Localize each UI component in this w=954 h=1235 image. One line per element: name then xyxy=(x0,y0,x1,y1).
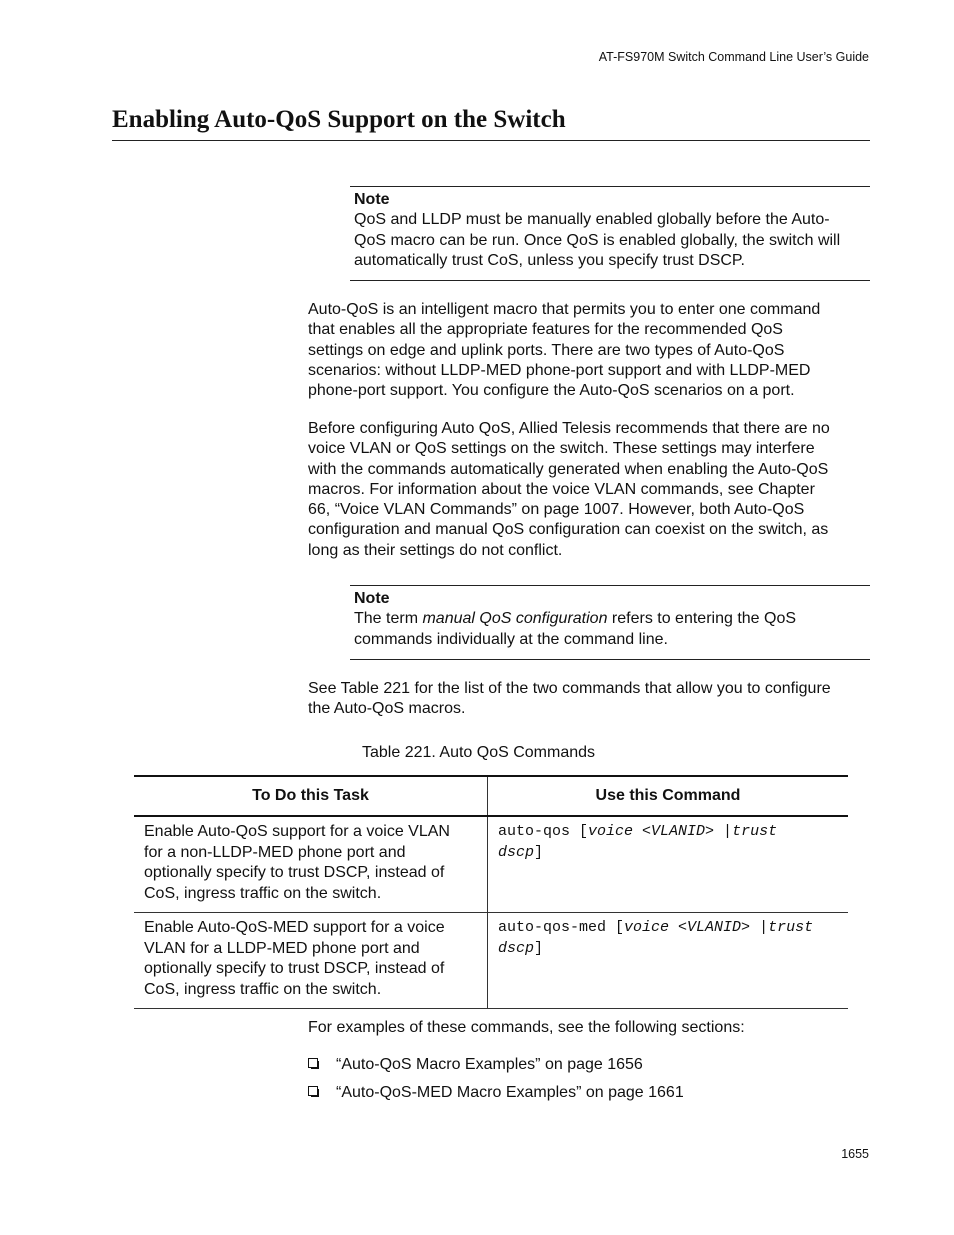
paragraph-line: that enables all the appropriate features for the recommended QoS xyxy=(308,321,783,339)
paragraph-before-configuring xyxy=(308,419,870,561)
table-caption: Table 221. Auto QoS Commands xyxy=(362,744,596,761)
paragraph-line: long as their settings do not conflict. xyxy=(308,541,563,559)
title-rule xyxy=(112,140,870,141)
note-text xyxy=(354,609,866,650)
column-header-task: To Do this Task xyxy=(134,776,488,816)
command-cell: auto-qos-med [voice <VLANID> |trust dscp] xyxy=(488,913,849,1009)
note-line: QoS and LLDP must be manually enabled globally before the Auto- xyxy=(354,211,830,228)
list-item[interactable] xyxy=(308,1084,684,1102)
column-header-command: Use this Command xyxy=(488,776,849,816)
task-cell: Enable Auto-QoS-MED support for a voice VLAN for a LLDP-MED phone port and optionally specify to trust DSCP, instead of CoS, ingress traffic on the switch. xyxy=(134,913,488,1009)
cross-reference-link[interactable]: “Auto-QoS Macro Examples” on page 1656 xyxy=(336,1056,643,1073)
paragraph-line: voice VLAN or QoS settings on the switch. These settings may interfere xyxy=(308,440,815,458)
note-line: QoS macro can be run. Once QoS is enabled globally, the switch will xyxy=(354,231,841,249)
paragraph-line: with the commands automatically generated when enabling the Auto-QoS xyxy=(308,460,829,478)
checkbox-bullet-icon xyxy=(308,1086,318,1096)
note-text xyxy=(354,210,866,272)
running-header: AT-FS970M Switch Command Line User’s Guide xyxy=(598,50,869,64)
note-line: commands individually at the command line. xyxy=(354,630,668,648)
section-title: Enabling Auto-QoS Support on the Switch xyxy=(112,106,566,133)
note-line: The term manual QoS configuration refers to entering the QoS xyxy=(354,610,797,627)
paragraph-line: phone-port support. You configure the Auto-QoS scenarios on a port. xyxy=(308,382,795,400)
table-row xyxy=(134,816,848,913)
auto-qos-commands-table xyxy=(134,775,848,1009)
page-number: 1655 xyxy=(841,1147,869,1161)
table-row xyxy=(134,913,848,1009)
cross-reference-link[interactable]: “Auto-QoS-MED Macro Examples” on page 1661 xyxy=(336,1084,684,1101)
list-item[interactable] xyxy=(308,1056,643,1074)
note-label: Note xyxy=(354,191,390,208)
paragraph-line: scenarios: without LLDP-MED phone-port support and with LLDP-MED xyxy=(308,361,811,379)
paragraph-line: settings on edge and uplink ports. There are two types of Auto-QoS xyxy=(308,341,785,359)
paragraph-see-table xyxy=(308,679,870,720)
paragraph-line: See Table 221 for the list of the two commands that allow you to configure xyxy=(308,680,831,697)
checkbox-bullet-icon xyxy=(308,1058,318,1068)
note-box-2 xyxy=(350,585,870,660)
note-box-1 xyxy=(350,186,870,281)
paragraph-intro xyxy=(308,300,870,401)
note-line: automatically trust CoS, unless you specify trust DSCP. xyxy=(354,252,745,269)
paragraph-line: configuration and manual QoS configuration can coexist on the switch, as xyxy=(308,521,829,539)
table-header-row xyxy=(134,776,848,816)
note-label: Note xyxy=(354,590,390,607)
paragraph-line: 66, “Voice VLAN Commands” on page 1007. However, both Auto-QoS xyxy=(308,501,805,519)
paragraph-line: Before configuring Auto QoS, Allied Telesis recommends that there are no xyxy=(308,420,830,437)
paragraph-line: Auto-QoS is an intelligent macro that permits you to enter one command xyxy=(308,301,821,318)
paragraph-line: the Auto-QoS macros. xyxy=(308,700,466,718)
command-cell: auto-qos [voice <VLANID> |trust dscp] xyxy=(488,816,849,913)
paragraph-line: macros. For information about the voice VLAN commands, see Chapter xyxy=(308,480,815,498)
term-emphasis: manual QoS configuration xyxy=(422,610,608,627)
task-cell: Enable Auto-QoS support for a voice VLAN for a non-LLDP-MED phone port and optionally specify to trust DSCP, instead of CoS, ingress traffic on the switch. xyxy=(134,816,488,913)
paragraph-examples: For examples of these commands, see the following sections: xyxy=(308,1019,745,1036)
